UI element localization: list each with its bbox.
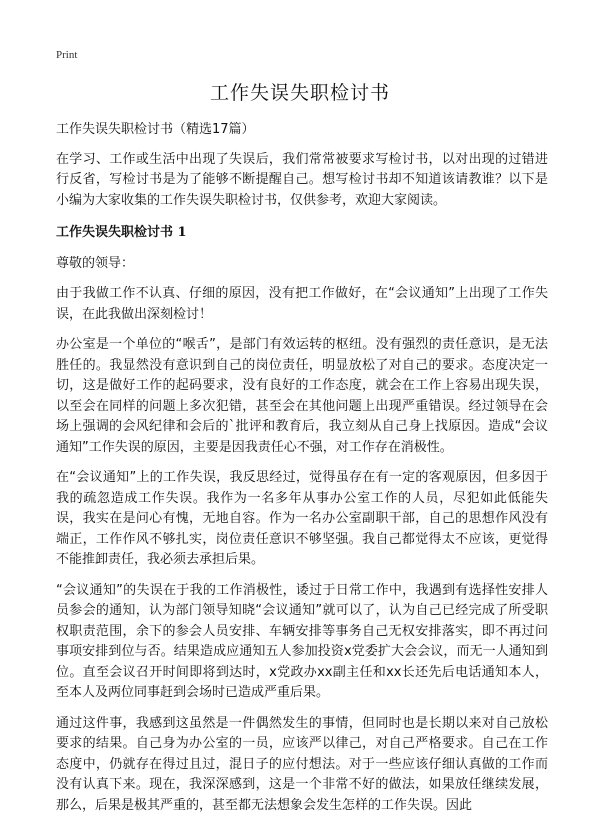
body-paragraph: “会议通知”的失误在于我的工作消极性，诿过于日常工作中，我遇到有选择性安排人员参会的通知，认为部门领导知晓“会议通知”就可以了，认为自己已经完成了所受职权职责范围，余下的参会人员安排、车辆安排等事务自己无权安排落实，即不再过问事项安排到位与否。结果造成应通知五人参加投资x党委扩大会会议，而无一人通知到位。直至会议召开时间即将到达时，x党政办xx副主任和xx长还先后电话通知本人，至本人及两位同事赶到会场时已造成严重后果。 xyxy=(56,582,548,700)
salutation: 尊敬的领导： xyxy=(56,255,135,271)
body-paragraph: 办公室是一个单位的“喉舌”，是部门有效运转的枢纽。没有强烈的责任意识，是无法胜任的。我显然没有意识到自己的岗位责任，明显放松了对自己的要求。态度决定一切，这是做好工作的起码要求，没有良好的工作态度，就会在工作上容易出现失误，以至会在同样的问题上多次犯错，甚至会在其他问题上出现严重错误。经过领导在会场上强调的会风纪律和会后的`批评和教育后，我立刻从自己身上找原因。造成“会议通知”工作失误的原因，主要是因我责任心不强，对工作存在消极性。 xyxy=(56,337,548,455)
body-paragraph: 通过这件事，我感到这虽然是一件偶然发生的事情，但同时也是长期以来对自己放松要求的结果。自己身为办公室的一员，应该严以律己，对自己严格要求。自己在工作态度中，仍就存在得过且过，混日子的应付想法。对于一些应该仔细认真做的工作而没有认真下来。现在，我深深感到，这是一个非常不好的做法，如果放任继续发展，那么，后果是极其严重的，甚至都无法想象会发生怎样的工作失误。因此 xyxy=(56,715,548,813)
document-title: 工作失误失职检讨书 xyxy=(209,82,390,104)
body-paragraph: 由于我做工作不认真、仔细的原因，没有把工作做好，在“会议通知”上出现了工作失误，在此我做出深刻检讨！ xyxy=(56,286,548,322)
print-link[interactable]: Print xyxy=(56,49,78,61)
intro-paragraph: 在学习、工作或生活中出现了失误后，我们常常被要求写检讨书，以对出现的过错进行反省，写检讨书是为了能够不断提醒自己。想写检讨书却不知道该请教谁？以下是小编为大家收集的工作失误失职检讨书，仅供参考，欢迎大家阅读。 xyxy=(56,151,548,208)
document-subtitle: 工作失误失职检讨书（精选17篇） xyxy=(56,122,255,137)
document-body xyxy=(56,120,548,826)
body-paragraph: 在“会议通知”上的工作失误，我反思经过，觉得虽存在有一定的客观原因，但多因于我的疏忽造成工作失误。我作为一名多年从事办公室工作的人员，尽犯如此低能失误，我实在是问心有愧，无地自容。作为一名办公室副职干部，自己的思想作风没有端正，工作作风不够扎实，岗位责任意识不够坚强。我自己都觉得太不应该，更觉得不能推卸责任，我必须去承担后果。 xyxy=(56,470,548,567)
section-title: 工作失误失职检讨书 1 xyxy=(56,225,187,240)
